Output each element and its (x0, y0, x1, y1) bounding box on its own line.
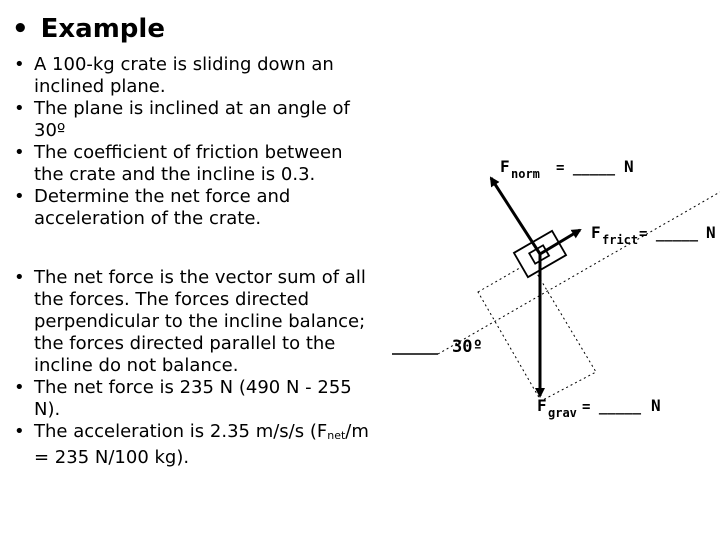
problem-bullet: • Determine the net force and acceleration of the crate. (12, 186, 372, 230)
svg-text:= _____: = _____ (582, 399, 642, 415)
title-bullet: • (12, 14, 29, 44)
angle-label: 30º (452, 337, 483, 357)
gravity-force-label (537, 396, 661, 420)
svg-text:grav: grav (548, 406, 577, 420)
problem-bullet: • The coefficient of friction between the crate and the incline is 0.3. (12, 142, 372, 186)
normal-force-label (500, 157, 634, 181)
svg-text:= _____: = _____ (556, 160, 616, 176)
normal-force-arrow (491, 178, 540, 254)
svg-text:N: N (706, 223, 716, 242)
problem-bullet: • The plane is inclined at an angle of 30º (12, 98, 372, 142)
accel-subscript: net (327, 429, 346, 442)
component-rectangle (478, 262, 596, 401)
accel-text-pre: The acceleration is 2.35 m/s/s (F (34, 421, 328, 442)
friction-force-label (591, 223, 716, 247)
problem-bullet: • A 100-kg crate is sliding down an inclined plane. (12, 54, 372, 98)
title-text: Example (40, 14, 165, 44)
svg-text:frict: frict (602, 233, 639, 247)
svg-text:norm: norm (511, 167, 540, 181)
svg-text:F: F (537, 396, 547, 415)
solution-bullet: • The net force is 235 N (490 N - 255 N). (12, 377, 372, 421)
svg-text:F: F (591, 223, 601, 242)
svg-text:N: N (651, 396, 661, 415)
svg-text:N: N (624, 157, 634, 176)
svg-text:F: F (500, 157, 510, 176)
svg-text:= _____: = _____ (639, 226, 699, 242)
accel-text-post: /m = 235 N/100 kg). (34, 421, 369, 468)
incline-surface (438, 192, 720, 354)
solution-bullet: • The net force is the vector sum of all the forces. The forces directed perpendicular to the incline balance; the forces directed parallel to the incline do not balance. (12, 267, 372, 377)
